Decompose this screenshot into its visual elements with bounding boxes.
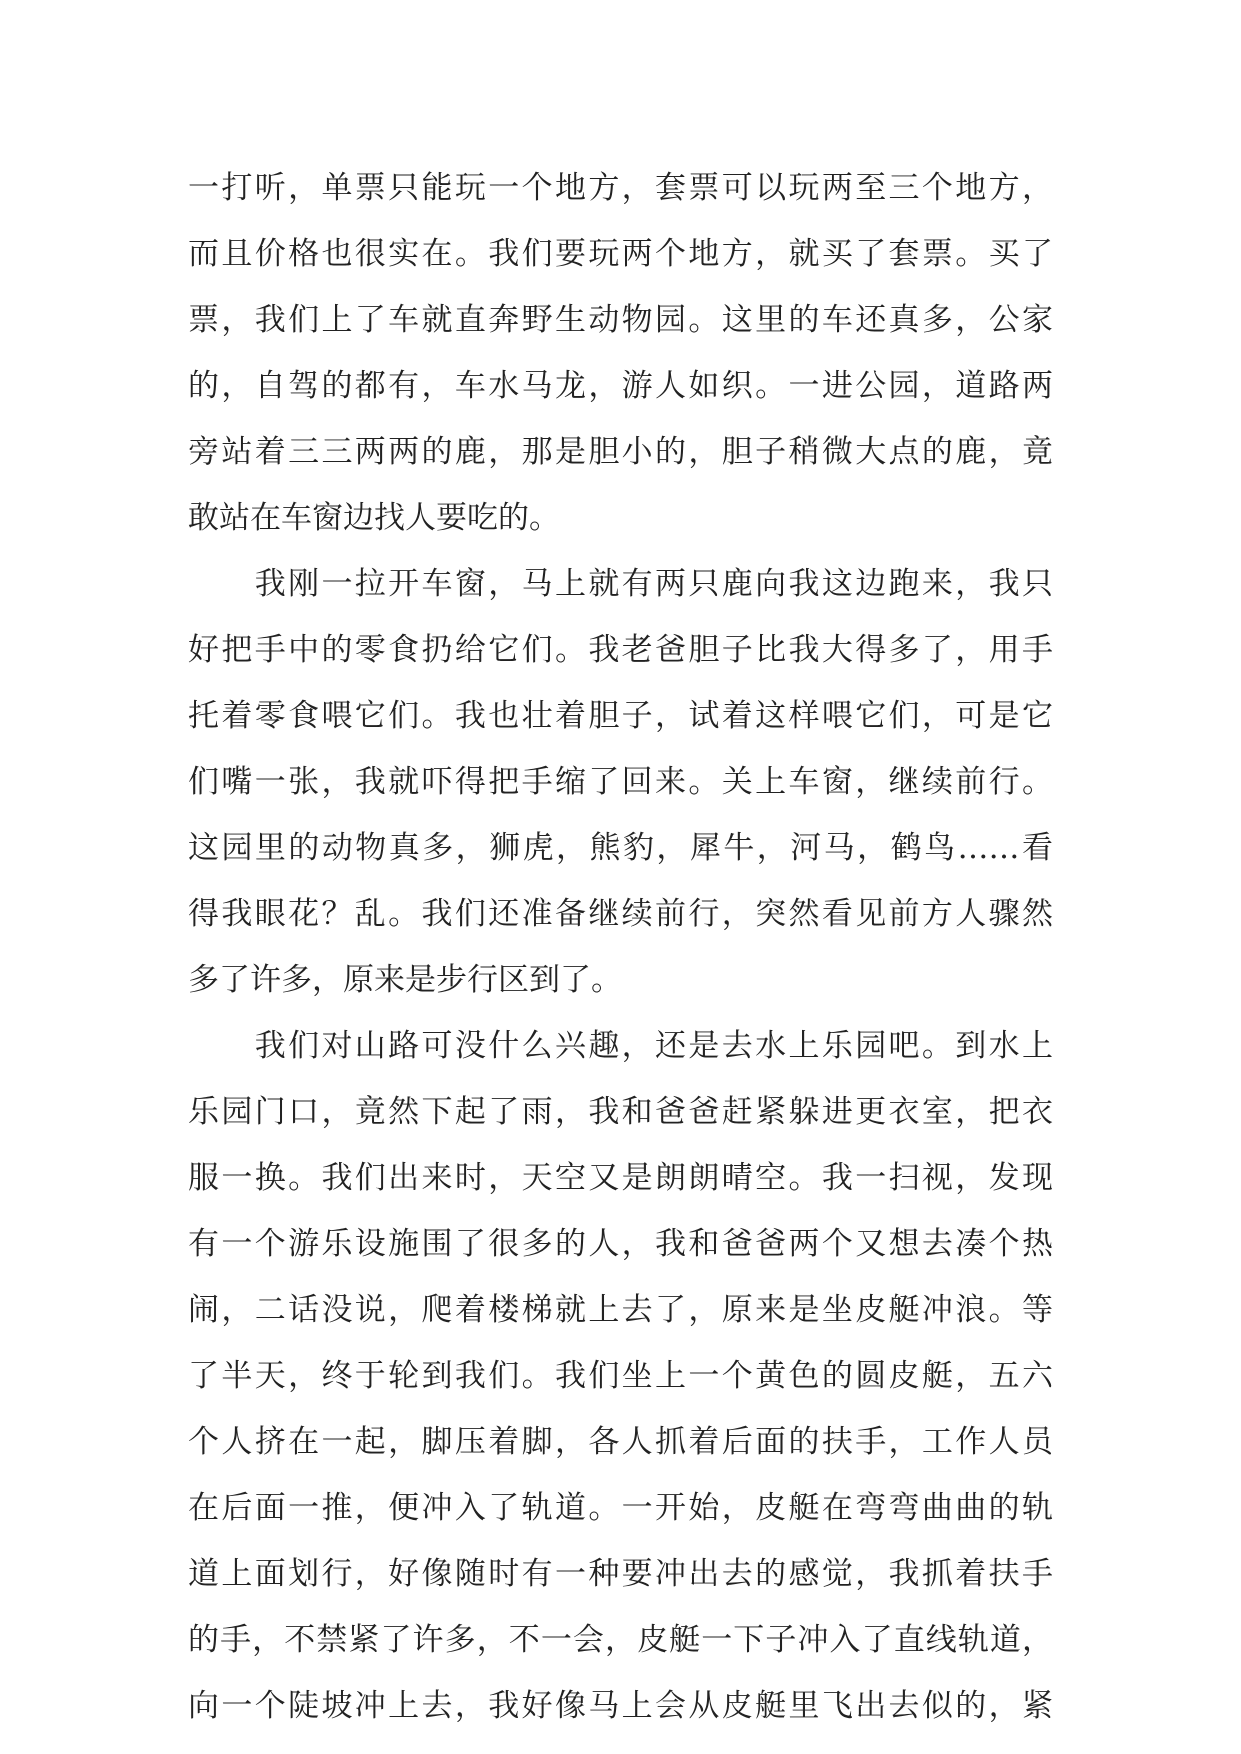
article-body: [188, 155, 1053, 1739]
text-line: 了半天，终于轮到我们。我们坐上一个黄色的圆皮艇，五六: [188, 1358, 1053, 1394]
text-line: 我们对山路可没什么兴趣，还是去水上乐园吧。到水上: [188, 1028, 1053, 1064]
text-line: 闹，二话没说，爬着楼梯就上去了，原来是坐皮艇冲浪。等: [188, 1292, 1053, 1328]
text-line: 多了许多，原来是步行区到了。: [188, 962, 622, 998]
text-line: 向一个陡坡冲上去，我好像马上会从皮艇里飞出去似的，紧: [188, 1688, 1053, 1724]
text-line: 们嘴一张，我就吓得把手缩了回来。关上车窗，继续前行。: [188, 764, 1053, 800]
text-line: 服一换。我们出来时，天空又是朗朗晴空。我一扫视，发现: [188, 1160, 1053, 1196]
text-line: 一打听，单票只能玩一个地方，套票可以玩两至三个地方，: [188, 170, 1053, 206]
text-line: 有一个游乐设施围了很多的人，我和爸爸两个又想去凑个热: [188, 1226, 1053, 1262]
text-line: 的，自驾的都有，车水马龙，游人如织。一进公园，道路两: [188, 368, 1053, 404]
text-line: 好把手中的零食扔给它们。我老爸胆子比我大得多了，用手: [188, 632, 1053, 668]
text-line: 得我眼花？乱。我们还准备继续前行，突然看见前方人骤然: [188, 896, 1053, 932]
text-line: 我刚一拉开车窗，马上就有两只鹿向我这边跑来，我只: [188, 566, 1053, 602]
text-line: 票，我们上了车就直奔野生动物园。这里的车还真多，公家: [188, 302, 1053, 338]
text-line: 乐园门口，竟然下起了雨，我和爸爸赶紧躲进更衣室，把衣: [188, 1094, 1053, 1130]
text-line: 而且价格也很实在。我们要玩两个地方，就买了套票。买了: [188, 236, 1053, 272]
text-line: 道上面划行，好像随时有一种要冲出去的感觉，我抓着扶手: [188, 1556, 1053, 1592]
paragraph: [188, 551, 1053, 1013]
text-line: 的手，不禁紧了许多，不一会，皮艇一下子冲入了直线轨道，: [188, 1622, 1053, 1658]
text-line: 旁站着三三两两的鹿，那是胆小的，胆子稍微大点的鹿，竟: [188, 434, 1053, 470]
text-line: 在后面一推，便冲入了轨道。一开始，皮艇在弯弯曲曲的轨: [188, 1490, 1053, 1526]
paragraph: [188, 155, 1053, 551]
paragraph: [188, 1013, 1053, 1739]
text-line: 个人挤在一起，脚压着脚，各人抓着后面的扶手，工作人员: [188, 1424, 1053, 1460]
text-line: 敢站在车窗边找人要吃的。: [188, 500, 560, 536]
text-line: 这园里的动物真多，狮虎，熊豹，犀牛，河马，鹤鸟……看: [188, 830, 1053, 866]
text-line: 托着零食喂它们。我也壮着胆子，试着这样喂它们，可是它: [188, 698, 1053, 734]
